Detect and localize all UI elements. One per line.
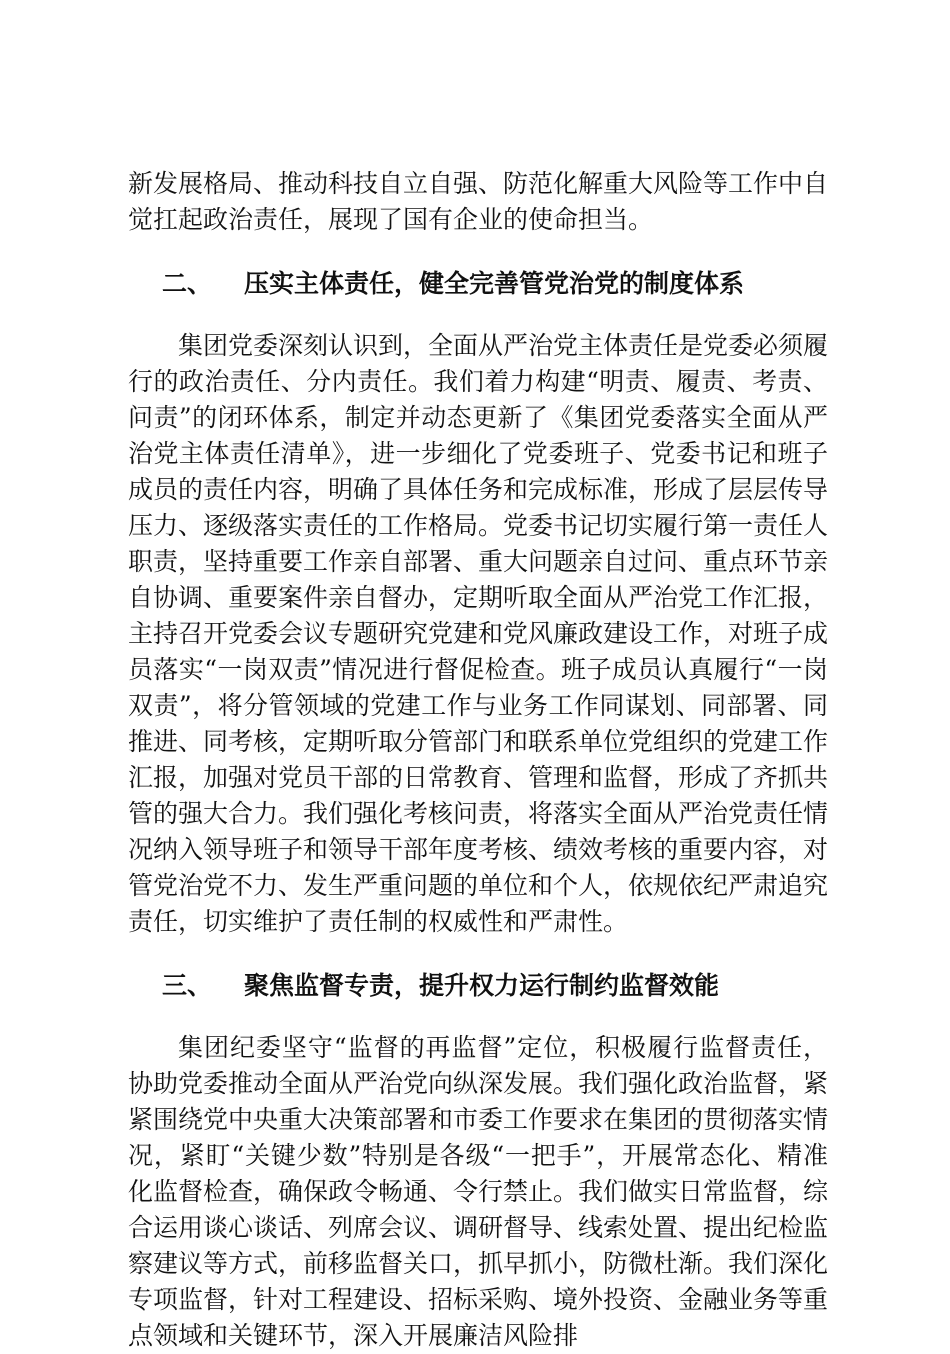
intro-paragraph: 新发展格局、推动科技自立自强、防范化解重大风险等工作中自觉扛起政治责任，展现了国有企业的使命担当。 xyxy=(128,169,829,234)
section-title: 聚焦监督专责，提升权力运行制约监督效能 xyxy=(244,971,720,1000)
document-body xyxy=(128,166,828,1354)
section-heading-2 xyxy=(128,266,828,302)
section-heading-3 xyxy=(128,968,828,1004)
section-paragraph: 集团党委深刻认识到，全面从严治党主体责任是党委必须履行的政治责任、分内责任。我们着力构建“明责、履责、考责、问责”的闭环体系，制定并动态更新了《集团党委落实全面从严治党主体责任清单》，进一步细化了党委班子、党委书记和班子成员的责任内容，明确了具体任务和完成标准，形成了层层传导压力、逐级落实责任的工作格局。党委书记切实履行第一责任人职责，坚持重要工作亲自部署、重大问题亲自过问、重点环节亲自协调、重要案件亲自督办，定期听取全面从严治党工作汇报，主持召开党委会议专题研究党建和党风廉政建设工作，对班子成员落实“一岗双责”情况进行督促检查。班子成员认真履行“一岗双责”，将分管领域的党建工作与业务工作同谋划、同部署、同推进、同考核，定期听取分管部门和联系单位党组织的党建工作汇报，加强对党员干部的日常教育、管理和监督，形成了齐抓共管的强大合力。我们强化考核问责，将落实全面从严治党责任情况纳入领导班子和领导干部年度考核、绩效考核的重要内容，对管党治党不力、发生严重问题的单位和个人，依规依纪严肃追究责任，切实维护了责任制的权威性和严肃性。 xyxy=(128,331,829,936)
section-number: 三、 xyxy=(162,971,213,1000)
section-paragraph: 集团纪委坚守“监督的再监督”定位，积极履行监督责任，协助党委推动全面从严治党向纵深发展。我们强化政治监督，紧紧围绕党中央重大决策部署和市委工作要求在集团的贯彻落实情况，紧盯“关键少数”特别是各级“一把手”，开展常态化、精准化监督检查，确保政令畅通、令行禁止。我们做实日常监督，综合运用谈心谈话、列席会议、调研督导、线索处置、提出纪检监察建议等方式，前移监督关口，抓早抓小，防微杜渐。我们深化专项监督，针对工程建设、招标采购、境外投资、金融业务等重点领域和关键环节，深入开展廉洁风险排 xyxy=(128,1033,829,1350)
section-number: 二、 xyxy=(162,269,213,298)
section-title: 压实主体责任，健全完善管党治党的制度体系 xyxy=(244,269,745,298)
